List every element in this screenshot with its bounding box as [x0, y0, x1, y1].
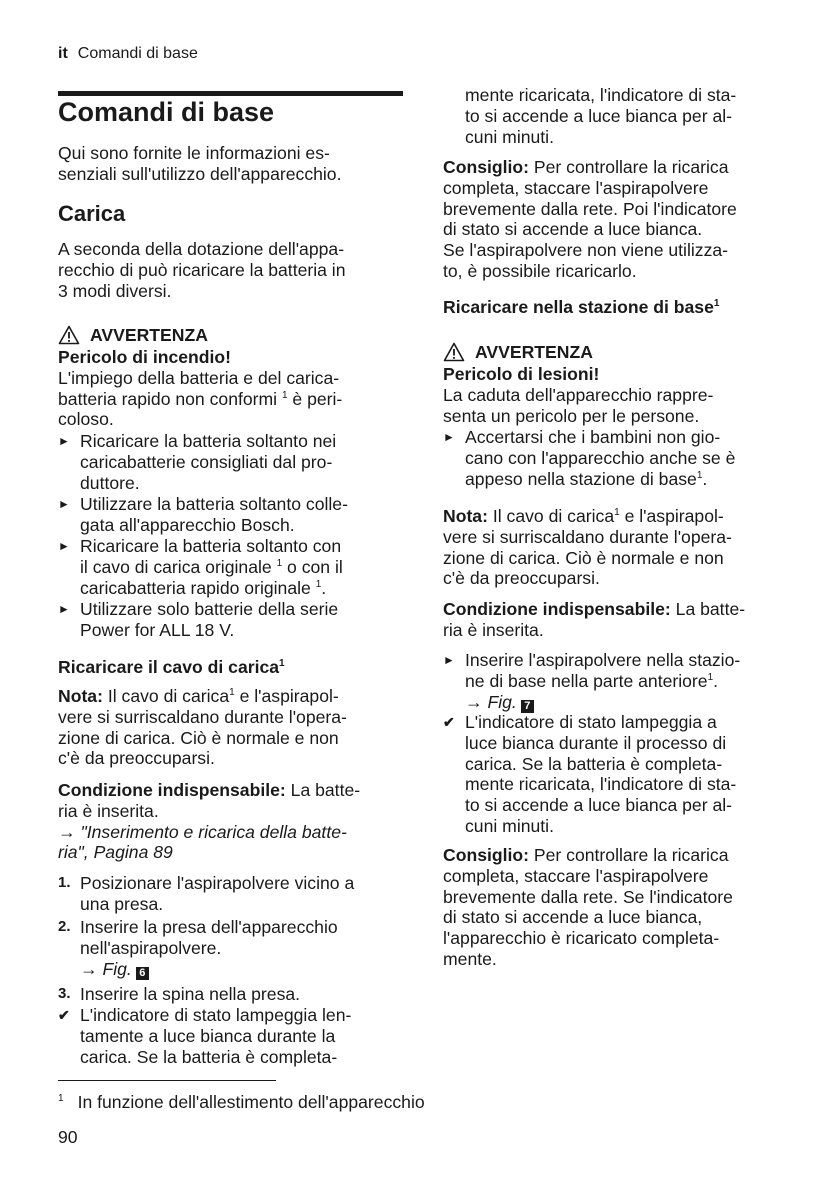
cross-reference-link[interactable]: "Inserimento e ricarica della batte-: [80, 821, 347, 842]
carica-paragraph: A seconda della dotazione dell'appa- recchio di può ricaricare la batteria in 3 modi diversi.: [58, 239, 346, 301]
result-item: ✔ L'indicatore di stato lampeggia len- tamente a luce bianca durante la carica. Se la batteria è completa-: [58, 1005, 352, 1067]
bullet-arrow-icon: ►: [58, 497, 70, 511]
note-paragraph: Nota: Il cavo di carica$^1$ e l'aspirapol- vere si surriscaldano durante l'opera- zione di carica. Ciò è normale e non c'è da preoccuparsi.: [58, 686, 347, 769]
footnote-rule: [58, 1080, 276, 1081]
check-icon: ✔: [443, 714, 455, 730]
intro-paragraph: Qui sono fornite le informazioni es- senziali sull'utilizzo dell'apparecchio.: [58, 143, 342, 184]
section-heading-carica: Carica: [58, 201, 126, 226]
footnote: $^1$ In funzione dell'allestimento dell'apparecchio: [58, 1092, 425, 1112]
figure-number-badge: 6: [136, 967, 149, 980]
requirement-paragraph: Condizione indispensabile: La batte- ria è inserita. → "Inserimento e ricarica della batte- ria", Pagina 89: [58, 780, 361, 863]
warning-block-fire: [58, 325, 410, 346]
warning-header: [58, 325, 410, 346]
step-item: 3. Inserire la spina nella presa.: [58, 984, 301, 1004]
running-header: [58, 45, 198, 63]
warning-triangle-icon: [443, 342, 465, 362]
requirement-paragraph: Condizione indispensabile: La batte- ria è inserita.: [443, 599, 746, 640]
check-icon: ✔: [58, 1007, 70, 1023]
list-item: ► Inserire l'aspirapolvere nella stazio- ne di base nella parte anteriore$^1$. → Fig. 7: [443, 650, 741, 712]
tip-paragraph: Consiglio: Per controllare la ricarica completa, staccare l'aspirapolvere brevemente dalla rete. Poi l'indicatore di stato si accende a luce bianca. Se l'aspirapolvere non viene utilizza- to, è possibile ricaricarlo.: [443, 157, 737, 281]
bullet-arrow-icon: ►: [58, 434, 70, 448]
warning-title: Pericolo di lesioni!: [443, 364, 600, 384]
header-title: Comandi di base: [77, 45, 198, 62]
page-number: 90: [58, 1127, 78, 1147]
list-item: ► Utilizzare la batteria soltanto colle- gata all'apparecchio Bosch.: [58, 494, 348, 535]
warning-label: AVVERTENZA: [475, 342, 593, 362]
page-title: Comandi di base: [58, 97, 275, 127]
tip-paragraph: Consiglio: Per controllare la ricarica completa, staccare l'aspirapolvere brevemente dalla rete. Se l'indicatore di stato si accende a luce bianca, l'apparecchio è ricaricato completa- mente.: [443, 845, 733, 969]
warning-title: Pericolo di incendio!: [58, 347, 232, 367]
list-item: ► Ricaricare la batteria soltanto con il cavo di carica originale $^1$ o con il caricabatteria rapido originale $^1$.: [58, 536, 343, 598]
bullet-arrow-icon: ►: [443, 430, 455, 444]
warning-block-injury: [443, 342, 795, 363]
language-code: it: [58, 45, 68, 62]
warning-label: AVVERTENZA: [90, 325, 208, 345]
warning-body: Pericolo di incendio! L'impiego della batteria e del carica- batteria rapido non conformi $^1$ è peri- coloso.: [58, 347, 410, 430]
list-item: ► Ricaricare la batteria soltanto nei caricabatterie consigliati dal pro- duttore.: [58, 431, 337, 493]
list-item: ► Accertarsi che i bambini non gio- cano con l'apparecchio anche se è appeso nella stazione di base$^1$.: [443, 427, 736, 489]
warning-header: [443, 342, 795, 363]
warning-triangle-icon: [58, 325, 80, 345]
bullet-arrow-icon: ►: [58, 539, 70, 553]
warning-body: Pericolo di lesioni! La caduta dell'apparecchio rappre- senta un pericolo per le persone.: [443, 364, 795, 426]
result-item: ✔ L'indicatore di stato lampeggia a luce bianca durante il processo di carica. Se la batteria è completa- mente ricaricata, l'indicatore di sta- to si accende a luce bianca per al- cuni minuti.: [443, 712, 737, 836]
subheading-base-station: Ricaricare nella stazione di base$^1$: [443, 297, 720, 317]
figure-number-badge: 7: [521, 700, 534, 713]
bullet-arrow-icon: ►: [58, 602, 70, 616]
list-item: ► Utilizzare solo batterie della serie Power for ALL 18 V.: [58, 599, 339, 640]
figure-reference: Fig.: [102, 958, 132, 979]
bullet-arrow-icon: ►: [443, 653, 455, 667]
step-item: 1. Posizionare l'aspirapolvere vicino a una presa.: [58, 873, 355, 914]
step-item: 2. Inserire la presa dell'apparecchio nell'aspirapolvere. → Fig. 6: [58, 917, 338, 979]
continued-paragraph: mente ricaricata, l'indicatore di sta- to si accende a luce bianca per al- cuni minuti.: [465, 85, 737, 147]
figure-reference: Fig.: [487, 691, 517, 712]
subheading-charging-cable: Ricaricare il cavo di carica$^1$: [58, 657, 285, 677]
note-paragraph: Nota: Il cavo di carica$^1$ e l'aspirapol- vere si surriscaldano durante l'opera- zione di carica. Ciò è normale e non c'è da preoccuparsi.: [443, 506, 732, 589]
